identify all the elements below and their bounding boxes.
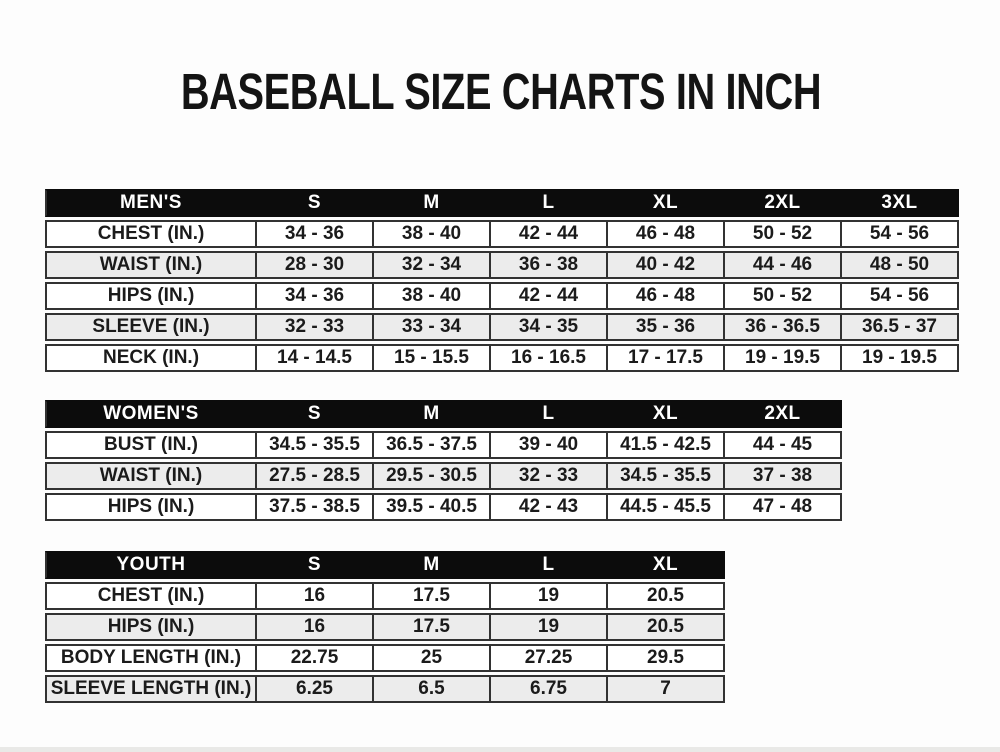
size-value-cell: 42 - 43 [491,493,608,521]
column-header: M [374,551,491,579]
size-value-cell: 7 [608,675,725,703]
size-value-cell: 32 - 34 [374,251,491,279]
row-label: BUST (IN.) [45,431,257,459]
size-value-cell: 34 - 36 [257,282,374,310]
column-header: S [257,551,374,579]
size-value-cell: 6.25 [257,675,374,703]
size-value-cell: 34 - 35 [491,313,608,341]
size-value-cell: 47 - 48 [725,493,842,521]
table-row [45,582,725,610]
size-value-cell: 32 - 33 [257,313,374,341]
header-row [45,400,842,428]
column-header: M [374,189,491,217]
size-value-cell: 38 - 40 [374,220,491,248]
table-row [45,644,725,672]
header-row [45,551,725,579]
size-value-cell: 44 - 46 [725,251,842,279]
table-row [45,344,959,372]
size-value-cell: 34.5 - 35.5 [257,431,374,459]
size-value-cell: 40 - 42 [608,251,725,279]
size-value-cell: 22.75 [257,644,374,672]
table-title-cell: YOUTH [45,551,257,579]
size-value-cell: 17 - 17.5 [608,344,725,372]
size-value-cell: 28 - 30 [257,251,374,279]
page-title: BASEBALL SIZE CHARTS IN INCH [180,63,822,120]
size-value-cell: 36 - 38 [491,251,608,279]
size-value-cell: 32 - 33 [491,462,608,490]
table-row [45,220,959,248]
size-value-cell: 36 - 36.5 [725,313,842,341]
row-label: CHEST (IN.) [45,220,257,248]
column-header: L [491,189,608,217]
size-value-cell: 14 - 14.5 [257,344,374,372]
column-header: L [491,400,608,428]
column-header: XL [608,189,725,217]
table-row [45,251,959,279]
column-header: S [257,189,374,217]
size-value-cell: 34.5 - 35.5 [608,462,725,490]
row-label: SLEEVE (IN.) [45,313,257,341]
size-value-cell: 20.5 [608,613,725,641]
womens-size-table-section [45,397,1000,524]
row-label: HIPS (IN.) [45,282,257,310]
size-value-cell: 15 - 15.5 [374,344,491,372]
size-value-cell: 16 [257,582,374,610]
size-value-cell: 19 - 19.5 [842,344,959,372]
size-value-cell: 20.5 [608,582,725,610]
size-value-cell: 16 [257,613,374,641]
size-value-cell: 33 - 34 [374,313,491,341]
row-label: HIPS (IN.) [45,493,257,521]
size-value-cell: 19 [491,613,608,641]
size-value-cell: 44.5 - 45.5 [608,493,725,521]
table-row [45,493,842,521]
size-value-cell: 17.5 [374,613,491,641]
row-label: SLEEVE LENGTH (IN.) [45,675,257,703]
table-row [45,462,842,490]
size-value-cell: 37 - 38 [725,462,842,490]
size-value-cell: 27.5 - 28.5 [257,462,374,490]
size-value-cell: 25 [374,644,491,672]
size-value-cell: 50 - 52 [725,220,842,248]
size-value-cell: 17.5 [374,582,491,610]
column-header: S [257,400,374,428]
size-value-cell: 48 - 50 [842,251,959,279]
row-label: CHEST (IN.) [45,582,257,610]
size-value-cell: 34 - 36 [257,220,374,248]
column-header: XL [608,551,725,579]
size-value-cell: 39 - 40 [491,431,608,459]
table-title-cell: MEN'S [45,189,257,217]
size-value-cell: 46 - 48 [608,220,725,248]
size-value-cell: 37.5 - 38.5 [257,493,374,521]
size-value-cell: 19 [491,582,608,610]
mens-size-table-section [45,186,1000,375]
size-value-cell: 42 - 44 [491,220,608,248]
size-value-cell: 41.5 - 42.5 [608,431,725,459]
size-value-cell: 54 - 56 [842,282,959,310]
column-header: 2XL [725,189,842,217]
row-label: WAIST (IN.) [45,462,257,490]
table-row [45,313,959,341]
size-value-cell: 38 - 40 [374,282,491,310]
table-title-cell: WOMEN'S [45,400,257,428]
column-header: XL [608,400,725,428]
header-row [45,189,959,217]
row-label: WAIST (IN.) [45,251,257,279]
size-value-cell: 27.25 [491,644,608,672]
youth-size-table-section [45,548,1000,706]
size-value-cell: 36.5 - 37 [842,313,959,341]
size-value-cell: 35 - 36 [608,313,725,341]
table-row [45,675,725,703]
page-bottom-edge [0,747,1000,752]
size-value-cell: 39.5 - 40.5 [374,493,491,521]
size-value-cell: 29.5 - 30.5 [374,462,491,490]
size-value-cell: 36.5 - 37.5 [374,431,491,459]
row-label: BODY LENGTH (IN.) [45,644,257,672]
size-table [45,186,959,375]
size-value-cell: 50 - 52 [725,282,842,310]
row-label: NECK (IN.) [45,344,257,372]
size-value-cell: 29.5 [608,644,725,672]
size-table [45,548,725,706]
size-value-cell: 44 - 45 [725,431,842,459]
table-row [45,431,842,459]
table-row [45,613,725,641]
size-value-cell: 16 - 16.5 [491,344,608,372]
column-header: 3XL [842,189,959,217]
size-value-cell: 19 - 19.5 [725,344,842,372]
size-value-cell: 6.75 [491,675,608,703]
row-label: HIPS (IN.) [45,613,257,641]
size-value-cell: 54 - 56 [842,220,959,248]
size-table [45,397,842,524]
size-value-cell: 6.5 [374,675,491,703]
size-value-cell: 46 - 48 [608,282,725,310]
column-header: L [491,551,608,579]
column-header: 2XL [725,400,842,428]
size-value-cell: 42 - 44 [491,282,608,310]
column-header: M [374,400,491,428]
table-row [45,282,959,310]
